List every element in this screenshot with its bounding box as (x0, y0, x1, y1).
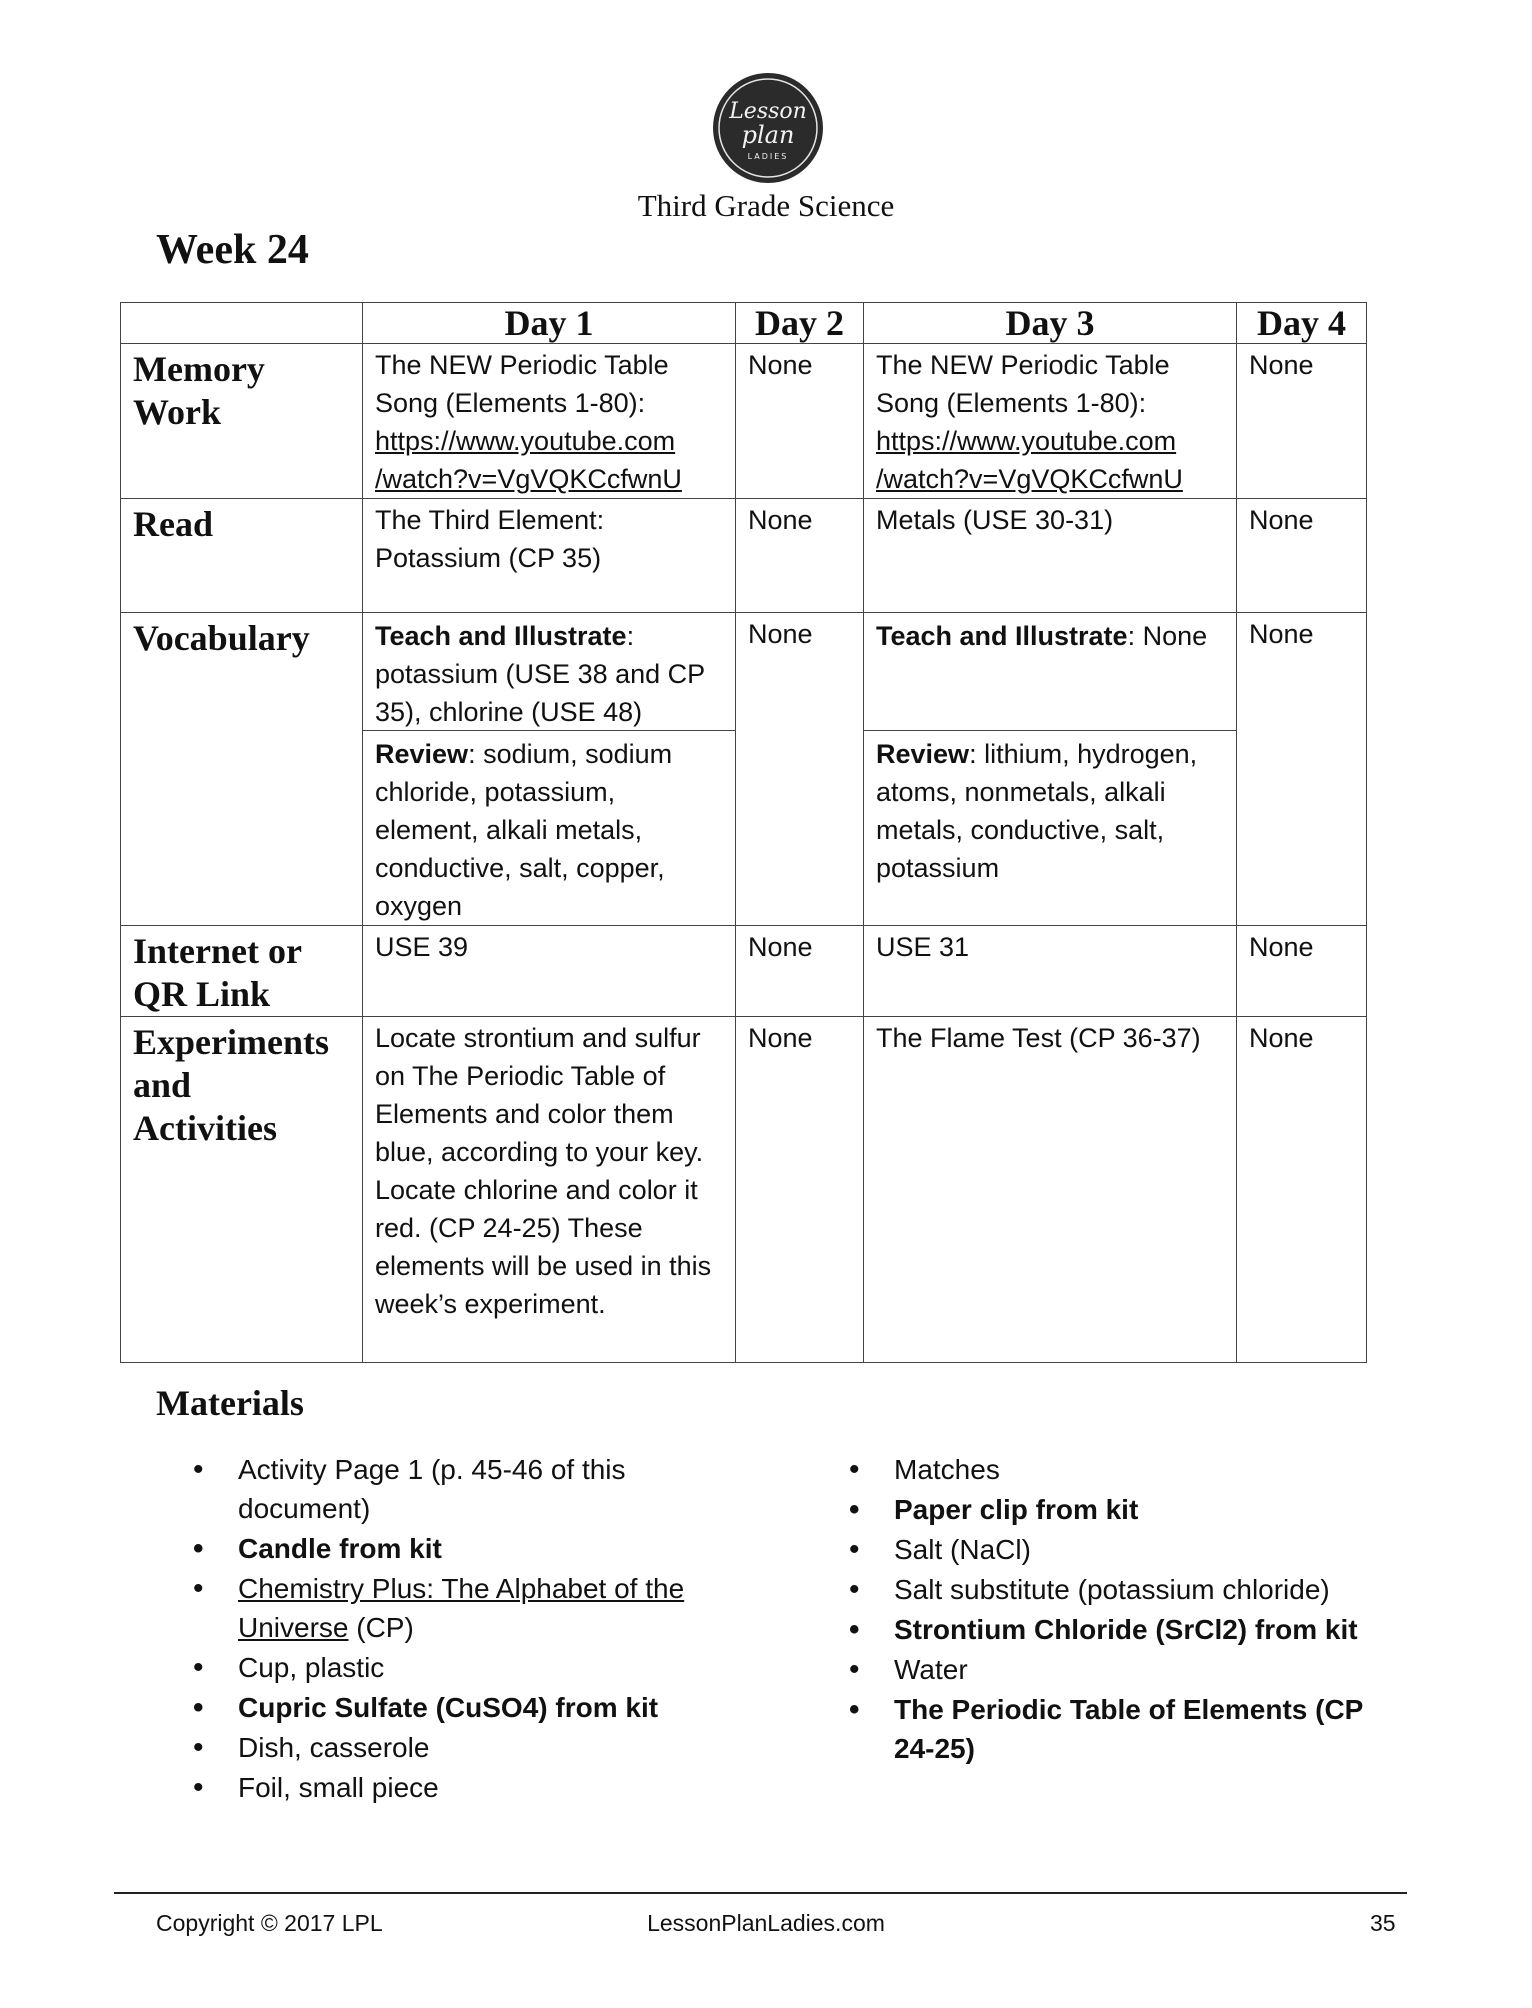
experiments-day-2: None (736, 1017, 864, 1363)
memory-day-4: None (1237, 344, 1367, 499)
row-experiments (121, 1017, 1367, 1363)
page-title: Week 24 (156, 227, 309, 273)
internet-day-4: None (1237, 926, 1367, 1017)
experiments-day-4: None (1237, 1017, 1367, 1363)
vocab-day-1-teach: Teach and Illustrate: potassium (USE 38 and CP 35), chlorine (USE 48) (363, 613, 735, 731)
list-item: • Dish, casserole (238, 1728, 758, 1767)
list-item: • Salt (NaCl) (894, 1530, 1364, 1569)
read-day-4: None (1237, 499, 1367, 613)
list-item: • Salt substitute (potassium chloride) (894, 1570, 1364, 1609)
list-item: • Cup, plastic (238, 1648, 758, 1687)
header-day-2: Day 2 (736, 303, 864, 344)
logo-text-lesson: Lesson (729, 99, 807, 124)
list-item: • Candle from kit (238, 1529, 758, 1568)
read-day-1: The Third Element: Potassium (CP 35) (363, 499, 736, 613)
read-day-3: Metals (USE 30-31) (864, 499, 1237, 613)
list-item: • Chemistry Plus: The Alphabet of the Universe (CP) (238, 1569, 758, 1647)
vocabulary-day-1 (363, 613, 736, 926)
logo-text-ladies: LADIES (747, 152, 789, 161)
vocab-day-1-review: Review: sodium, sodium chloride, potassium, element, alkali metals, conductive, salt, copper, oxygen (375, 739, 673, 921)
list-item: • Matches (894, 1450, 1364, 1489)
vocabulary-day-4: None (1237, 613, 1367, 926)
footer-copyright: Copyright © 2017 LPL (156, 1910, 383, 1936)
experiments-day-3: The Flame Test (CP 36-37) (864, 1017, 1237, 1363)
lesson-plan-ladies-logo (711, 71, 825, 185)
internet-day-3: USE 31 (864, 926, 1237, 1017)
list-item: • Activity Page 1 (p. 45-46 of this document) (238, 1450, 758, 1528)
page-number: 35 (1370, 1910, 1396, 1936)
materials-list-left (238, 1450, 758, 1808)
vocabulary-day-3 (864, 613, 1237, 926)
book-link[interactable]: Chemistry Plus: The Alphabet of the Universe (238, 1573, 685, 1643)
internet-day-1: USE 39 (363, 926, 736, 1017)
memory-day-2: None (736, 344, 864, 499)
footer-website: LessonPlanLadies.com (647, 1910, 885, 1936)
list-item: • Paper clip from kit (894, 1490, 1364, 1529)
row-label-internet-qr: Internet or QR Link (121, 926, 363, 1017)
page-subject: Third Grade Science (637, 188, 895, 223)
vocab-day-3-review: Review: lithium, hydrogen, atoms, nonmetals, alkali metals, conductive, salt, potassium (876, 739, 1198, 883)
list-item: • Water (894, 1650, 1364, 1689)
footer-divider (114, 1892, 1407, 1894)
row-vocabulary (121, 613, 1367, 926)
row-label-memory-work: Memory Work (121, 344, 363, 499)
memory-day-1: The NEW Periodic Table Song (Elements 1-80): https://www.youtube.com /watch?v=VgVQKCcfwnU (363, 344, 736, 499)
list-item: • Cupric Sulfate (CuSO4) from kit (238, 1688, 758, 1727)
header-day-4: Day 4 (1237, 303, 1367, 344)
table-header-row (121, 303, 1367, 344)
list-item: • The Periodic Table of Elements (CP 24-25) (894, 1690, 1364, 1768)
row-read (121, 499, 1367, 613)
row-label-vocabulary: Vocabulary (121, 613, 363, 926)
vocabulary-day-2: None (736, 613, 864, 926)
header-day-1: Day 1 (363, 303, 736, 344)
vocab-day-3-teach: Teach and Illustrate: None (864, 613, 1236, 731)
read-day-2: None (736, 499, 864, 613)
weekly-plan-table (120, 302, 1367, 1363)
list-item: • Foil, small piece (238, 1768, 758, 1807)
row-label-read: Read (121, 499, 363, 613)
experiments-day-1: Locate strontium and sulfur on The Periodic Table of Elements and color them blue, according to your key. Locate chlorine and color it red. (CP 24-25) These elements will be used in this week’s experiment. (363, 1017, 736, 1363)
row-internet-qr (121, 926, 1367, 1017)
list-item: • Strontium Chloride (SrCl2) from kit (894, 1610, 1364, 1649)
row-memory-work (121, 344, 1367, 499)
row-label-experiments: Experiments and Activities (121, 1017, 363, 1363)
memory-day-3: The NEW Periodic Table Song (Elements 1-80): https://www.youtube.com /watch?v=VgVQKCcfwnU (864, 344, 1237, 499)
logo-text-plan: plan (741, 121, 795, 149)
header-empty (121, 303, 363, 344)
internet-day-2: None (736, 926, 864, 1017)
header-day-3: Day 3 (864, 303, 1237, 344)
materials-heading: Materials (156, 1383, 304, 1423)
youtube-link-day-1[interactable]: https://www.youtube.com /watch?v=VgVQKCcfwnU (375, 426, 682, 494)
materials-list-right (894, 1450, 1364, 1769)
youtube-link-day-3[interactable]: https://www.youtube.com /watch?v=VgVQKCcfwnU (876, 426, 1183, 494)
